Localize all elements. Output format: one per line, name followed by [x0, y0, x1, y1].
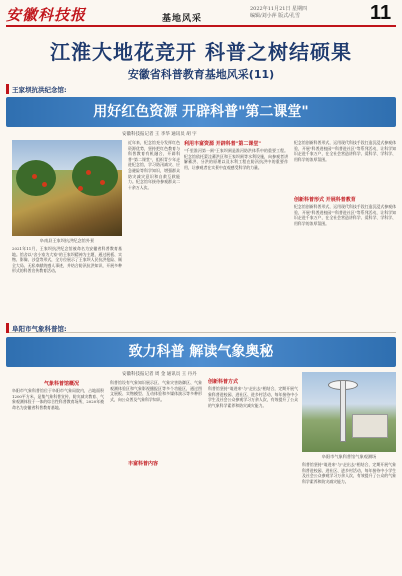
- photo-caption: 阜南县王家坝抗洪纪念馆外景: [39, 238, 95, 243]
- section1-column-1: 2021年11月，王家坝抗洪纪念馆被命名为安徽省科普教育基地。馆舍以"舍小家为大家"的王家坝精神为主题，通过展板、实物、影像、沙盘等形式，全方位展示了王家坝人民抗洪抢险、顾全大局、无私奉献的感人事迹，并结合防汛抗洪知识，开展多种形式的科普宣传教育活动。: [12, 246, 122, 274]
- page-subheadline: 安徽省科普教育基地风采(11): [127, 68, 275, 81]
- section2-column-2: 科普馆设有气象知识展示区、气象灾害防御区、气象观测体验区和气象影视播报区等多个功能区，通过图文展板、实物模型、互动体验和多媒体演示等多种形式，向公众普及气象科学知识。: [110, 380, 202, 402]
- photo-building: [352, 414, 388, 438]
- photo-tower: [340, 380, 346, 442]
- memorial-hall-photo: [12, 140, 122, 236]
- section2-tag: 阜阳市气象科普馆:: [12, 325, 67, 333]
- page-number: 11: [370, 2, 392, 24]
- section-label: 基地风采: [162, 14, 203, 24]
- section1-column-2: 近年来，纪念馆充分发挥红色资源优势，坚持把红色教育与科普教育有机融合，开辟科普"第二课堂"，组织青少年走进纪念馆，学习防汛减灾、应急避险等科学知识，增强群众防灾减灾意识和自救互救能力。纪念馆年接待参观群众二十余万人次。: [128, 140, 180, 190]
- section1-banner: 用好红色资源 开辟科普"第二课堂": [6, 97, 396, 127]
- photo-fruit: [32, 174, 37, 179]
- photo-fruit: [78, 186, 83, 191]
- photo-fruit: [100, 180, 105, 185]
- section1-col4-heading: 创新科普形式 开展科普教育: [294, 197, 356, 203]
- section2-col2-heading: 丰富科普内容: [128, 461, 159, 467]
- section1-column-3: "千里淮河第一闸"王家坝闸是淮河防洪体系中的重要工程。纪念馆依托蒙洼蓄洪区和王家坝闸等水利设施，向参观者讲解蓄洪、分洪的原理以及水利工程在防汛抗洪中的重要作用，让参观者在实景中直观感受科学的力量。: [184, 148, 288, 170]
- section1-tag: 王家坝抗洪纪念馆:: [12, 86, 67, 94]
- section2-col1-heading: 气象科普馆概况: [44, 381, 80, 387]
- issue-date: 2022年11月21日 星期四: [250, 6, 308, 12]
- photo2-caption: 阜阳市气象科普馆气象观测场: [321, 454, 377, 459]
- section1-col3-heading: 利用丰富资源 开辟科普"第二课堂": [184, 141, 261, 147]
- newspaper-logo: 安徽科技报: [6, 6, 87, 24]
- photo-fruit: [42, 182, 47, 187]
- section2-banner: 致力科普 解读气象奥秘: [6, 337, 396, 367]
- section2-column-4: 科普馆坚持"请进来"与"走出去"相结合，定期开展气象科普进校园、进社区、进乡村活动，每年接待中小学生及社会公众参观学习万余人次，有效提升了公众的气象科学素养和防灾减灾能力。: [302, 462, 396, 484]
- page-headline: 江淮大地花竞开 科普之树结硕果: [50, 40, 352, 64]
- section2-col3-heading: 创新科普方式: [208, 379, 239, 385]
- section1-byline: 安徽科技报记者 王 李华 通讯员 胡 宇: [122, 132, 197, 137]
- section2-marker: [6, 323, 9, 333]
- issue-meta: 编辑/刘小萍 版式/孔雪: [250, 13, 300, 19]
- section2-column-3: 科普馆坚持"请进来"与"走出去"相结合，定期开展气象科普进校园、进社区、进乡村活动，每年接待中小学生及社会公众参观学习万余人次，有效提升了公众的气象科学素养和防灾减灾能力。: [208, 386, 298, 408]
- weather-station-photo: [302, 372, 396, 452]
- section2-column-1: 阜阳市气象科普馆位于阜阳市气象局院内，占地面积1200平方米，是集气象科普宣传、防灾减灾教育、气象观测体验于一体的综合性科普教育场所，2020年被命名为安徽省科普教育基地。: [12, 388, 104, 410]
- masthead-rule: [6, 25, 396, 27]
- photo-fruit: [86, 170, 91, 175]
- section1-marker: [6, 84, 9, 94]
- section2-byline: 安徽科技报记者 周 金 通讯员 王 丹丹: [122, 372, 197, 377]
- section1-column-4: 纪念馆创新科普形式，运用现代科技手段打造沉浸式参观体验，开展"科普进校园""科普进社区"等系列活动，让科学知识走进千家万户，在全社会营造讲科学、爱科学、学科学、用科学的浓厚氛围。: [294, 204, 396, 226]
- section1-column-4-top: 纪念馆创新科普形式，运用现代科技手段打造沉浸式参观体验，开展"科普进校园""科普进社区"等系列活动，让科学知识走进千家万户，在全社会营造讲科学、爱科学、学科学、用科学的浓厚氛围。: [294, 140, 396, 162]
